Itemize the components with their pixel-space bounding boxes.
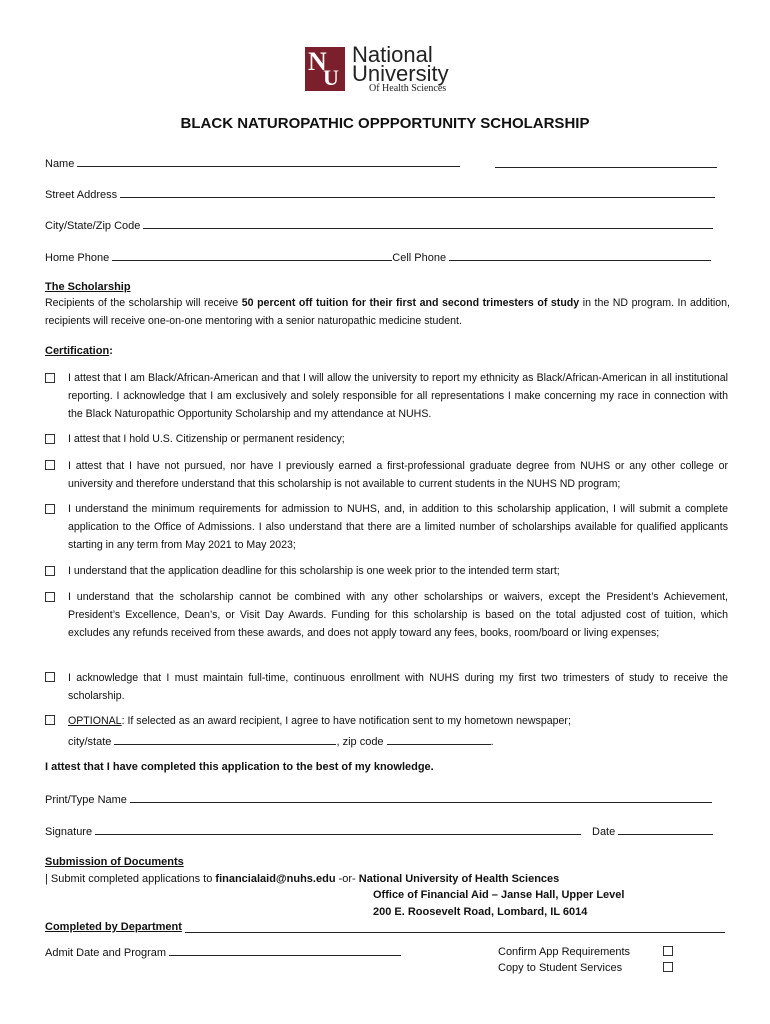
submission-line — [45, 872, 559, 886]
print-name-label: Print/Type Name — [45, 794, 127, 806]
logo-line-3: Of Health Sciences — [369, 83, 447, 94]
logo-line-1: National — [352, 42, 433, 67]
name-line-2[interactable] — [495, 157, 717, 168]
checkbox-7[interactable] — [45, 672, 55, 682]
cell-phone-label: Cell Phone — [392, 252, 447, 264]
date-field[interactable] — [592, 824, 713, 839]
department-heading: Completed by Department — [45, 921, 182, 933]
print-name-field[interactable] — [45, 792, 712, 807]
confirm-checkbox[interactable] — [663, 946, 673, 956]
home-phone-label: Home Phone — [45, 252, 110, 264]
cell-phone-line[interactable] — [449, 250, 711, 261]
certification-heading-text: Certification — [45, 345, 110, 357]
cert-item-2: I attest that I hold U.S. Citizenship or permanent residency; — [68, 433, 345, 445]
certification-heading: Certification: — [45, 345, 113, 357]
scholarship-heading: The Scholarship — [45, 281, 131, 293]
checkbox-6[interactable] — [45, 592, 55, 602]
city-line[interactable] — [143, 218, 713, 229]
home-phone-field[interactable] — [45, 250, 711, 265]
cert-item-optional — [68, 712, 728, 730]
page-title: BLACK NATUROPATHIC OPPPORTUNITY SCHOLARSHIP — [180, 115, 590, 132]
signature-label: Signature — [45, 826, 93, 838]
checkbox-1[interactable] — [45, 373, 55, 383]
checkbox-2[interactable] — [45, 434, 55, 444]
name-field[interactable] — [45, 156, 460, 171]
zip-label: , zip code — [336, 736, 384, 748]
logo-mark — [305, 47, 345, 91]
address-line-1: National University of Health Sciences — [358, 873, 560, 885]
checkbox-optional[interactable] — [45, 715, 55, 725]
zip-line[interactable] — [387, 734, 491, 745]
street-field[interactable] — [45, 187, 715, 202]
scholarship-text-pre: Recipients of the scholarship will receive — [45, 297, 242, 309]
cert-item-1: I attest that I am Black/African-American and that I will allow the university to report my ethnicity as Black/African-American in all institutional reporting. I acknowledge that I am exclusively and solely responsible for all representations I make concerning my race in connection with the Black Naturopathic Opportunity Scholarship and my attendance at NUHS. — [68, 372, 728, 420]
submission-lead: | Submit completed applications to — [45, 873, 216, 885]
cert-item-3: I attest that I have not pursued, nor have I previously earned a first-professional graduate degree from NUHS or any other college or university and therefore understand that this scholarship is not available to current students in the NUHS ND program; — [68, 460, 728, 490]
address-line-2: Office of Financial Aid – Janse Hall, Upper Level — [373, 889, 625, 901]
checkbox-3[interactable] — [45, 460, 55, 470]
checkbox-5[interactable] — [45, 566, 55, 576]
signature-line[interactable] — [95, 824, 581, 835]
home-phone-line[interactable] — [112, 250, 392, 261]
admit-label: Admit Date and Program — [45, 947, 167, 959]
copy-checkbox[interactable] — [663, 962, 673, 972]
attest-statement: I attest that I have completed this application to the best of my knowledge. — [45, 761, 434, 773]
admit-field[interactable] — [45, 945, 401, 960]
cert-item-6: I understand that the scholarship cannot be combined with any other scholarships or waivers, except the President’s Achievement, President’s Excellence, Dean’s, or Visit Day Awards. Funding for this scholarship is based on the total adjusted cost of tuition, which excludes any refunds received from these awards, and does not apply toward any fees, books, room/board or living expenses; — [68, 591, 728, 639]
optional-label: OPTIONAL — [68, 715, 122, 727]
checkbox-4[interactable] — [45, 504, 55, 514]
hometown-field[interactable]: city/state , zip code . — [68, 736, 494, 748]
scholarship-text — [45, 295, 730, 330]
submission-or: -or- — [335, 873, 359, 885]
admit-line[interactable] — [169, 945, 401, 956]
street-label: Street Address — [45, 189, 118, 201]
logo-line-2: University — [352, 61, 449, 86]
name-line[interactable] — [77, 156, 460, 167]
city-state-label: city/state — [68, 736, 112, 748]
print-name-line[interactable] — [130, 792, 712, 803]
cert-item-7: I acknowledge that I must maintain full-time, continuous enrollment with NUHS during my first two trimesters of study to receive the scholarship. — [68, 672, 728, 702]
city-state-line[interactable] — [114, 734, 336, 745]
cert-item-5: I understand that the application deadline for this scholarship is one week prior to the intended term start; — [68, 565, 560, 577]
confirm-label: Confirm App Requirements — [498, 946, 631, 958]
date-line[interactable] — [618, 824, 713, 835]
date-label: Date — [592, 826, 616, 838]
street-line[interactable] — [120, 187, 715, 198]
name-label: Name — [45, 158, 75, 170]
department-rule — [185, 932, 725, 933]
logo-letter-n: N — [308, 47, 327, 76]
signature-field[interactable] — [45, 824, 581, 839]
email-link[interactable]: financialaid@nuhs.edu — [215, 873, 336, 885]
copy-label: Copy to Student Services — [498, 962, 623, 974]
scholarship-text-post: in the ND program. In addition, recipients will receive one-on-one mentoring with a senior naturopathic medicine student. — [45, 297, 730, 327]
address-line-3: 200 E. Roosevelt Road, Lombard, IL 6014 — [373, 906, 588, 918]
logo-letter-u: U — [323, 65, 339, 90]
city-label: City/State/Zip Code — [45, 220, 141, 232]
city-field[interactable] — [45, 218, 713, 233]
cert-item-4: I understand the minimum requirements for admission to NUHS, and, in addition to this scholarship application, I will submit a complete application to the Office of Admissions. I also understand that there are a limited number of scholarships available for qualified applicants starting in any term from May 2021 to May 2023; — [68, 503, 728, 551]
submission-heading: Submission of Documents — [45, 856, 184, 868]
scholarship-text-bold: 50 percent off tuition for their first and second trimesters of study — [241, 297, 580, 309]
optional-text: : If selected as an award recipient, I agree to have notification sent to my hometown newspaper; — [121, 715, 571, 727]
